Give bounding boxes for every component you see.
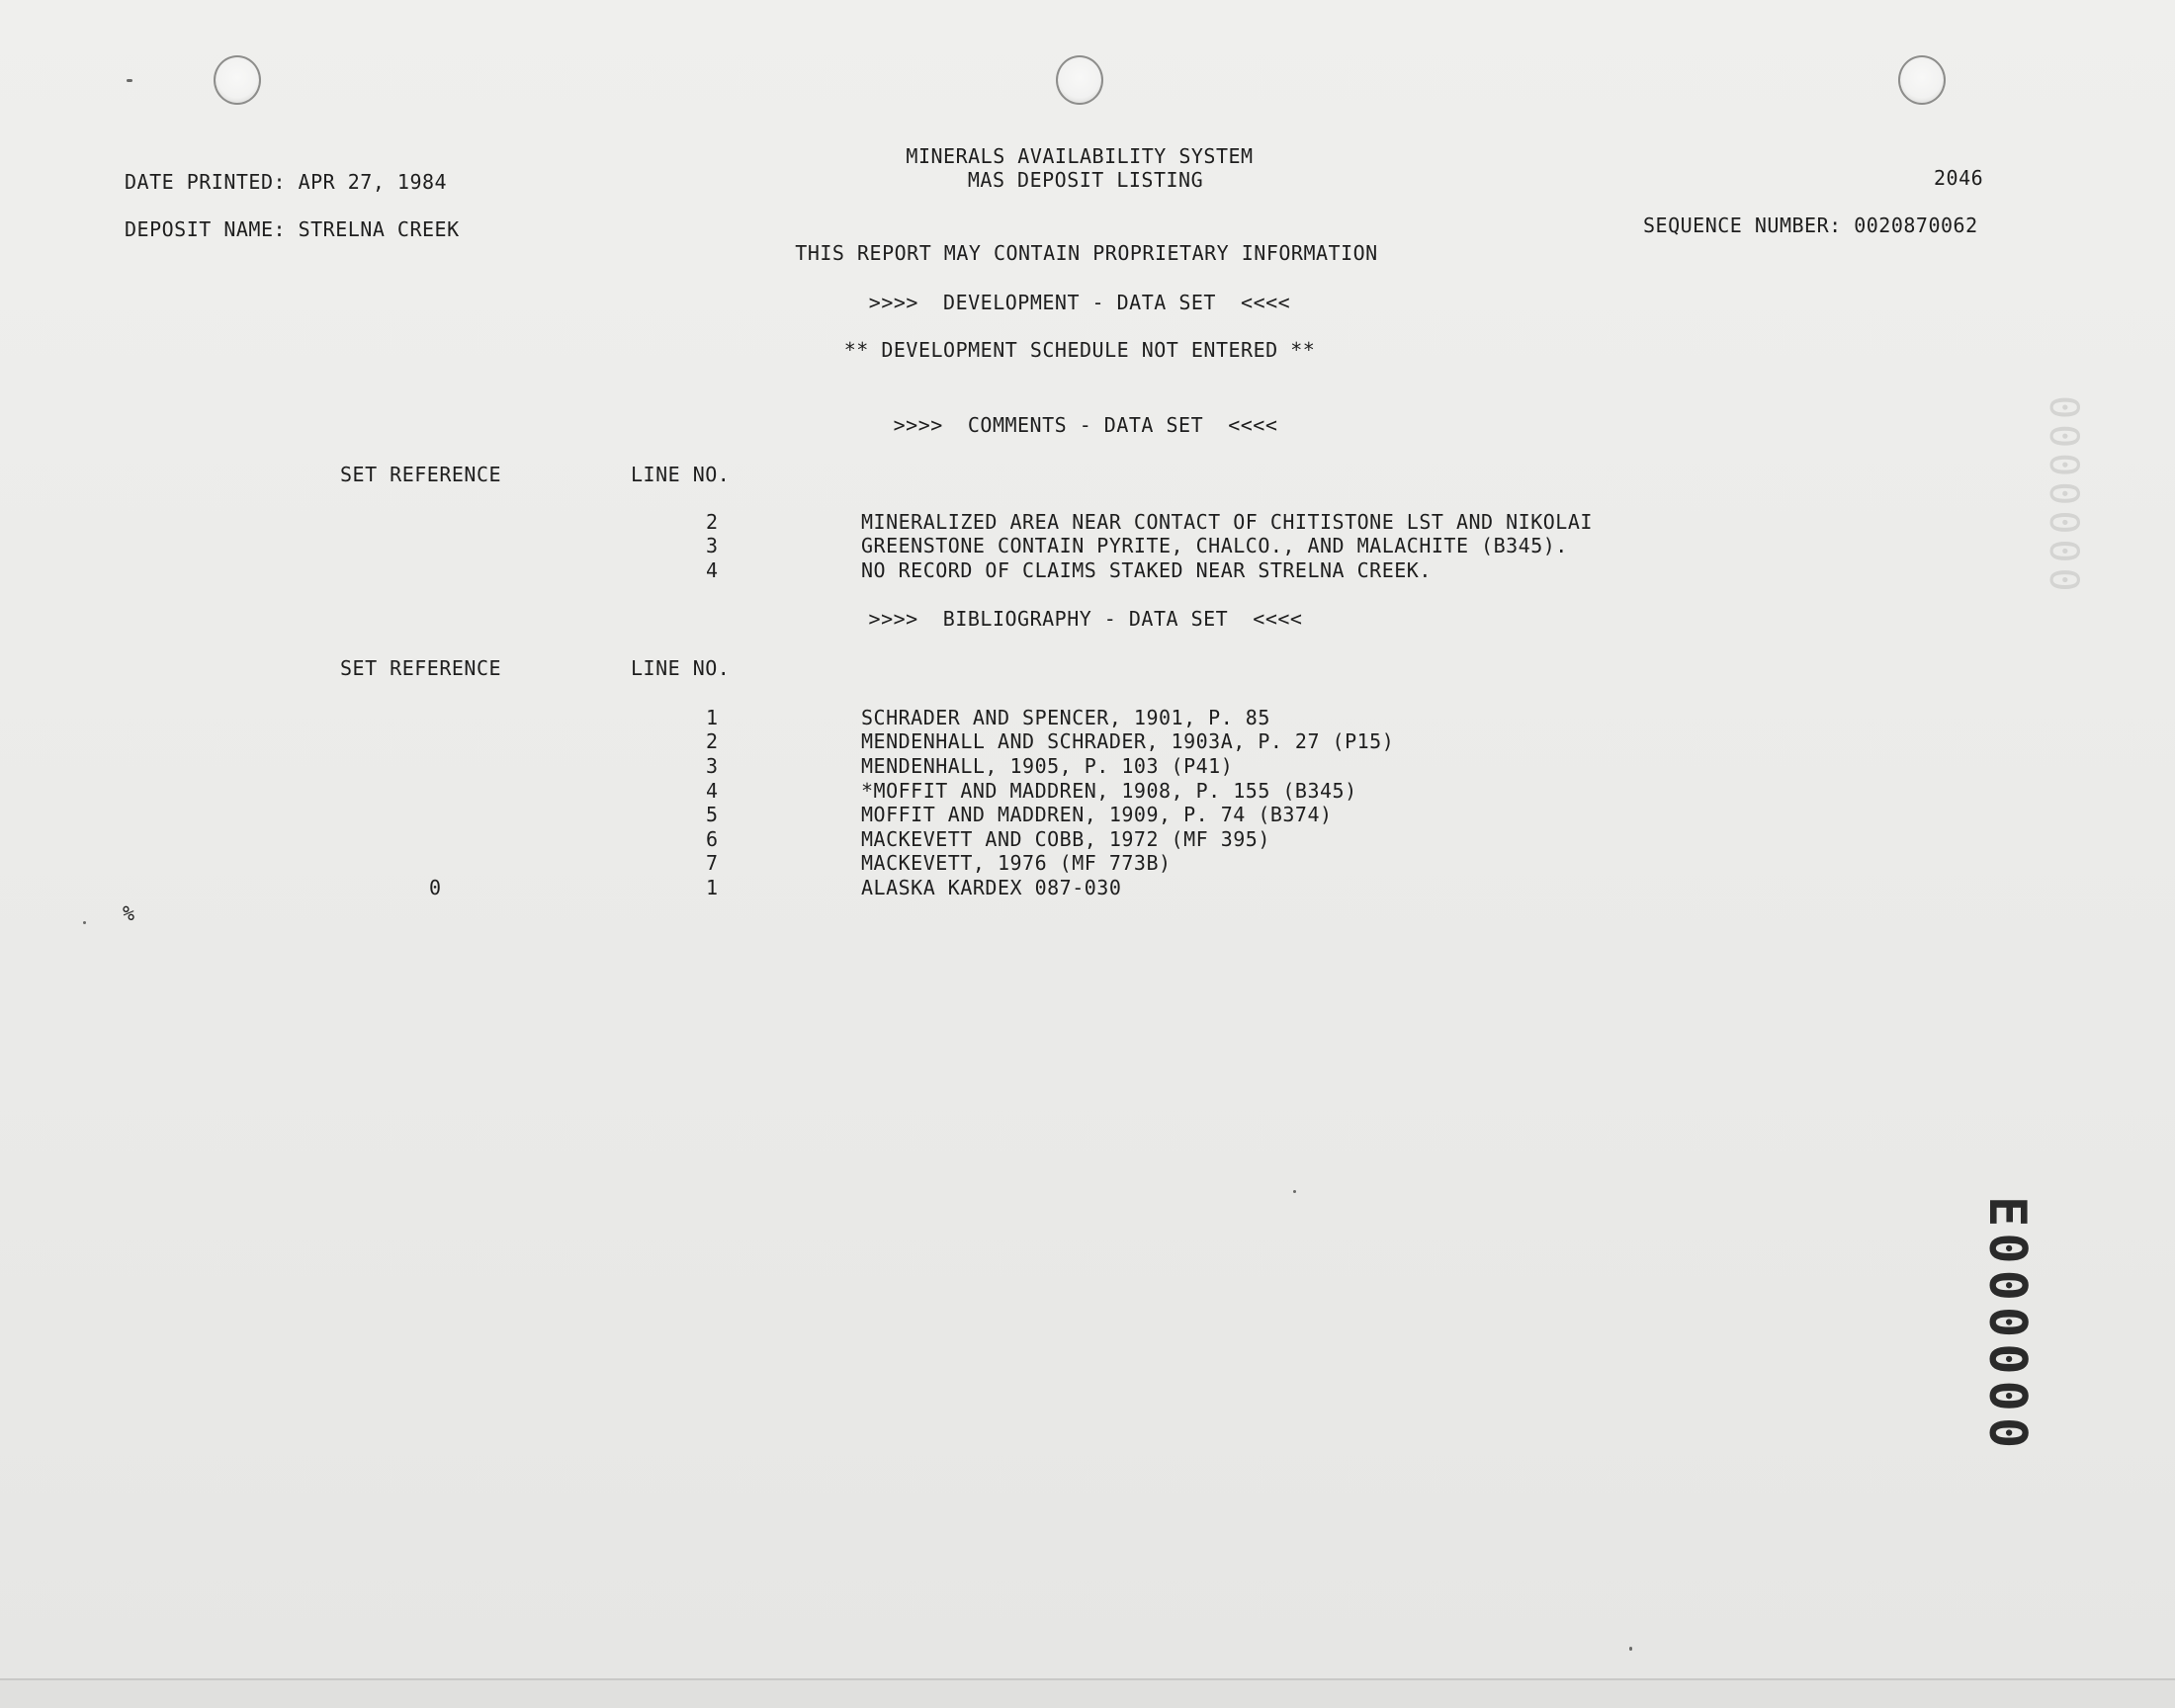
paper-speck	[83, 921, 86, 924]
bibliography-text-cell: MACKEVETT AND COBB, 1972 (MF 395)	[861, 827, 1270, 851]
bibliography-text-cell: MOFFIT AND MADDREN, 1909, P. 74 (B374)	[861, 803, 1333, 826]
listing-title: MAS DEPOSIT LISTING	[967, 168, 1204, 192]
line-no-cell: 1	[705, 706, 718, 729]
bibliography-text-cell: MACKEVETT, 1976 (MF 773B)	[861, 851, 1172, 875]
punch-hole-center	[1056, 55, 1103, 105]
line-no-cell: 6	[705, 827, 718, 851]
sequence-number: SEQUENCE NUMBER: 0020870062	[1643, 214, 1978, 237]
comment-text-cell: GREENSTONE CONTAIN PYRITE, CHALCO., AND MALACHITE (B345).	[861, 534, 1568, 557]
paper-speck	[127, 79, 132, 82]
line-no-cell: 3	[705, 754, 718, 778]
table-row	[0, 729, 2175, 753]
line-no-cell: 1	[705, 876, 718, 899]
date-printed: DATE PRINTED: APR 27, 1984	[125, 170, 448, 194]
comments-col-set-reference: SET REFERENCE	[340, 463, 502, 486]
line-no-cell: 5	[705, 803, 718, 826]
line-no-cell: 3	[705, 534, 718, 557]
line-no-cell: 2	[705, 729, 718, 753]
paper-speck	[1293, 1190, 1296, 1193]
comment-text-cell: NO RECORD OF CLAIMS STAKED NEAR STRELNA CREEK.	[861, 558, 1432, 582]
bibliography-text-cell: MENDENHALL AND SCHRADER, 1903A, P. 27 (P15)	[861, 729, 1395, 753]
bibliography-heading: >>>> BIBLIOGRAPHY - DATA SET <<<<	[868, 607, 1303, 631]
table-row	[0, 558, 2175, 582]
bibliography-text-cell: SCHRADER AND SPENCER, 1901, P. 85	[861, 706, 1270, 729]
table-row	[0, 534, 2175, 557]
line-no-cell: 7	[705, 851, 718, 875]
bibliography-text-cell: MENDENHALL, 1905, P. 103 (P41)	[861, 754, 1234, 778]
faint-microfilm-stamp: 0000000	[2041, 395, 2086, 597]
bibliography-text-cell: *MOFFIT AND MADDREN, 1908, P. 155 (B345)	[861, 779, 1357, 803]
line-no-cell: 2	[705, 510, 718, 534]
punch-hole-right	[1898, 55, 1946, 105]
development-heading: >>>> DEVELOPMENT - DATA SET <<<<	[868, 291, 1291, 314]
footer-mark: %	[123, 901, 135, 925]
page-bottom-edge	[0, 1678, 2175, 1708]
table-row	[0, 851, 2175, 875]
punch-hole-left	[214, 55, 261, 105]
system-title: MINERALS AVAILABILITY SYSTEM	[906, 144, 1254, 168]
comments-heading: >>>> COMMENTS - DATA SET <<<<	[893, 413, 1278, 437]
development-note: ** DEVELOPMENT SCHEDULE NOT ENTERED **	[843, 338, 1316, 362]
bibliography-text-cell: ALASKA KARDEX 087-030	[861, 876, 1122, 899]
microfilm-stamp: E000000	[1977, 1196, 2037, 1455]
table-row	[0, 803, 2175, 826]
paper-speck	[1629, 1647, 1632, 1651]
table-row	[0, 706, 2175, 729]
comments-col-line-no: LINE NO.	[631, 463, 731, 486]
comment-text-cell: MINERALIZED AREA NEAR CONTACT OF CHITISTONE LST AND NIKOLAI	[861, 510, 1593, 534]
table-row	[0, 754, 2175, 778]
table-row	[0, 827, 2175, 851]
bibliography-col-line-no: LINE NO.	[631, 656, 731, 680]
table-row	[0, 876, 2175, 899]
bibliography-col-set-reference: SET REFERENCE	[340, 656, 502, 680]
line-no-cell: 4	[705, 558, 718, 582]
proprietary-notice: THIS REPORT MAY CONTAIN PROPRIETARY INFORMATION	[795, 241, 1378, 265]
table-row	[0, 510, 2175, 534]
deposit-name: DEPOSIT NAME: STRELNA CREEK	[125, 217, 460, 241]
table-row	[0, 779, 2175, 803]
page-number: 2046	[1934, 166, 1984, 190]
set-reference-cell: 0	[428, 876, 441, 899]
line-no-cell: 4	[705, 779, 718, 803]
